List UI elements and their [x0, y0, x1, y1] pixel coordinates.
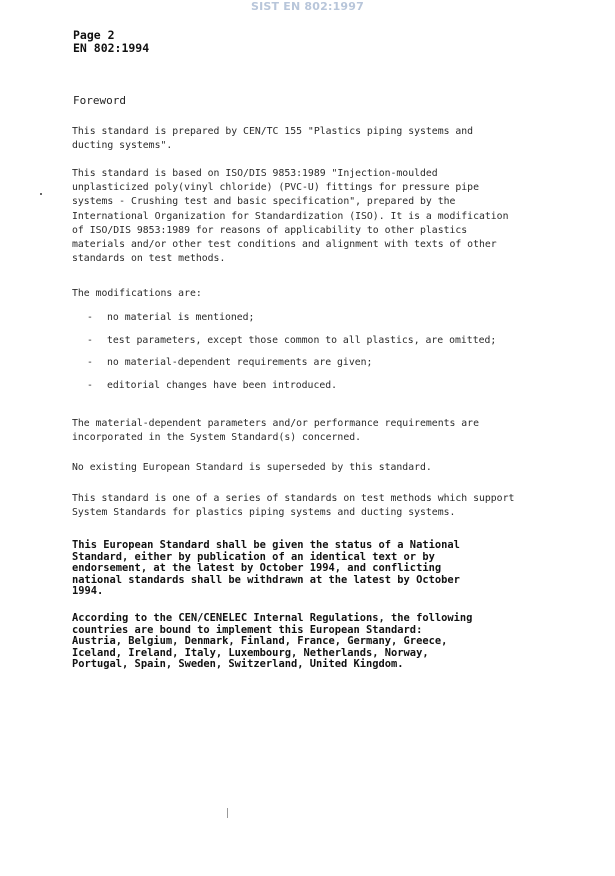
page-number: Page 2	[73, 28, 115, 42]
list-item-text: test parameters, except those common to all plastics, are omitted;	[107, 334, 497, 346]
list-item	[87, 312, 496, 335]
list-item	[87, 357, 496, 380]
page-header	[73, 29, 149, 54]
section-title: Foreword	[73, 94, 126, 107]
paragraph-prepared-by: This standard is prepared by CEN/TC 155 "Plastics piping systems and ducting systems".	[72, 126, 474, 152]
list-dash: -	[87, 357, 93, 368]
paragraph-no-superseded: No existing European Standard is superseded by this standard.	[72, 462, 432, 473]
list-item	[87, 380, 496, 403]
list-dash: -	[87, 312, 93, 323]
scan-speck	[40, 193, 42, 195]
list-item-text: editorial changes have been introduced.	[107, 379, 338, 391]
paragraph-based-on: This standard is based on ISO/DIS 9853:1989 "Injection-moulded unplasticized poly(vinyl chloride) (PVC-U) fittings for pressure pipe systems - Crushing test and basic specification", prepared by the International Organization for Standardization (ISO). It is a modification of ISO/DIS 9853:1989 for reasons of applicability to other plastics materials and/or other test conditions and alignment with texts of other standards on test methods.	[72, 168, 509, 265]
paragraph-cen-regulations: According to the CEN/CENELEC Internal Regulations, the following countries are bound to implement this European Standard: Austria, Belgium, Denmark, Finland, France, Germany, Greece, Iceland, Ireland, Italy, Luxembourg, Netherlands, Norway, Portugal, Spain, Sweden, Switzerland, United Kingdom.	[72, 612, 473, 671]
list-dash: -	[87, 334, 93, 346]
paragraph-material-dependent: The material-dependent parameters and/or performance requirements are incorporated in the System Standard(s) concerned.	[72, 418, 479, 444]
list-item-text: no material is mentioned;	[107, 312, 255, 323]
modifications-list	[87, 312, 496, 402]
paragraph-modifications-intro: The modifications are:	[72, 288, 202, 299]
list-item	[87, 335, 496, 358]
list-dash: -	[87, 379, 93, 391]
watermark: SIST EN 802:1997	[251, 0, 364, 13]
scan-speck	[227, 808, 228, 818]
list-item-text: no material-dependent requirements are given;	[107, 357, 373, 368]
paragraph-series: This standard is one of a series of standards on test methods which support System Standards for plastics piping systems and ducting systems.	[72, 493, 515, 519]
paragraph-national-status: This European Standard shall be given the status of a National Standard, either by publication of an identical text or by endorsement, at the latest by October 1994, and conflicting national standards shall be withdrawn at the latest by October 1994.	[72, 539, 460, 598]
document-id: EN 802:1994	[73, 40, 150, 55]
